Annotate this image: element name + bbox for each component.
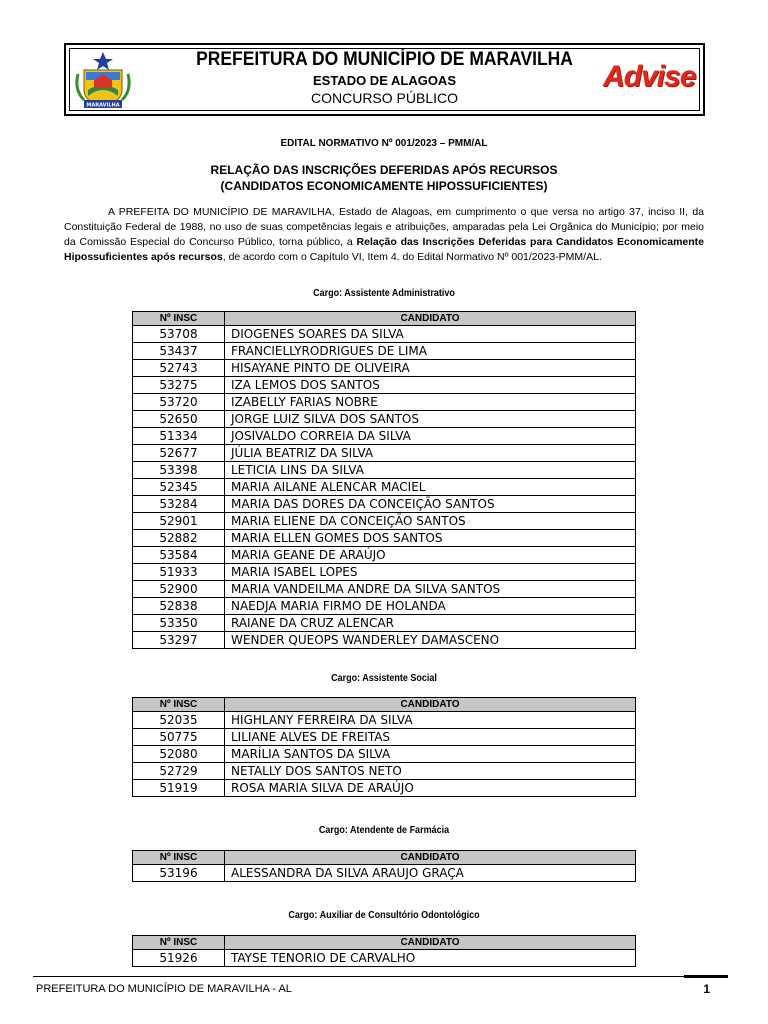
candidate-name: MARIA AILANE ALENCAR MACIEL [225, 479, 636, 496]
table-row [133, 530, 636, 547]
intro-text-bold: Relação das Inscrições Deferidas para Candidatos Economicamente Hipossuficientes após recursos [64, 236, 704, 263]
candidates-table [132, 697, 636, 797]
insc-number: 52901 [133, 513, 225, 530]
candidate-name: NETALLY DOS SANTOS NETO [225, 763, 636, 780]
footer-divider [33, 976, 728, 977]
relacao-title-line1: RELAÇÃO DAS INSCRIÇÕES DEFERIDAS APÓS RECURSOS [210, 163, 558, 177]
column-header-candidato: CANDIDATO [225, 851, 636, 865]
intro-text-part1: A PREFEITA DO MUNICÍPIO DE MARAVILHA, Estado de Alagoas, em cumprimento o que versa no artigo 37, inciso II, da Constituição Federal de 1988, no uso de suas competências legais e atribuições, amparadas pela Lei Orgânica do Município; por meio da Comissão Especial do Concurso Público, torna público, a [64, 206, 704, 248]
candidate-name: MARIA ELIENE DA CONCEIÇÃO SANTOS [225, 513, 636, 530]
table-row [133, 598, 636, 615]
candidate-name: MARIA DAS DORES DA CONCEIÇÃO SANTOS [225, 496, 636, 513]
candidate-name: LILIANE ALVES DE FREITAS [225, 729, 636, 746]
table-row [133, 865, 636, 882]
table-row [133, 377, 636, 394]
candidate-name: TAYSE TENORIO DE CARVALHO [225, 950, 636, 967]
insc-number: 52882 [133, 530, 225, 547]
table-row [133, 360, 636, 377]
table-row [133, 394, 636, 411]
cargo-title: Cargo: Atendente de Farmácia [318, 825, 450, 836]
table-header-row [133, 851, 636, 865]
candidate-name: JÚLIA BEATRIZ DA SILVA [225, 445, 636, 462]
insc-number: 51334 [133, 428, 225, 445]
table-header-row [133, 312, 636, 326]
table-row [133, 547, 636, 564]
intro-paragraph [64, 205, 704, 265]
table-row [133, 763, 636, 780]
insc-number: 53196 [133, 865, 225, 882]
candidate-name: ALESSANDRA DA SILVA ARAUJO GRAÇA [225, 865, 636, 882]
header-state: ESTADO DE ALAGOAS [312, 73, 456, 88]
candidate-name: RAIANE DA CRUZ ALENCAR [225, 615, 636, 632]
table-row [133, 479, 636, 496]
insc-number: 52345 [133, 479, 225, 496]
candidate-name: LETICIA LINS DA SILVA [225, 462, 636, 479]
insc-number: 53398 [133, 462, 225, 479]
candidate-name: DIOGENES SOARES DA SILVA [225, 326, 636, 343]
insc-number: 53708 [133, 326, 225, 343]
insc-number: 52035 [133, 712, 225, 729]
candidate-name: FRANCIELLYRODRIGUES DE LIMA [225, 343, 636, 360]
table-row [133, 564, 636, 581]
page-number: 1 [703, 982, 710, 996]
insc-number: 53275 [133, 377, 225, 394]
table-row [133, 632, 636, 649]
insc-number: 53350 [133, 615, 225, 632]
table-row [133, 581, 636, 598]
candidates-table [132, 850, 636, 882]
table-row [133, 496, 636, 513]
table-row [133, 712, 636, 729]
table-row [133, 513, 636, 530]
footer-divider-accent [684, 975, 728, 978]
insc-number: 53437 [133, 343, 225, 360]
candidate-name: IZA LEMOS DOS SANTOS [225, 377, 636, 394]
column-header-insc: Nº INSC [133, 936, 225, 950]
cargo-title: Cargo: Assistente Social [331, 673, 437, 684]
table-row [133, 462, 636, 479]
insc-number: 52677 [133, 445, 225, 462]
table-row [133, 780, 636, 797]
insc-number: 52900 [133, 581, 225, 598]
candidate-name: IZABELLY FARIAS NOBRE [225, 394, 636, 411]
insc-number: 52838 [133, 598, 225, 615]
insc-number: 52743 [133, 360, 225, 377]
insc-number: 52080 [133, 746, 225, 763]
candidate-name: NAEDJA MARIA FIRMO DE HOLANDA [225, 598, 636, 615]
edital-title: EDITAL NORMATIVO Nº 001/2023 – PMM/AL [280, 138, 488, 149]
header-contest: CONCURSO PÚBLICO [310, 90, 459, 106]
candidate-name: JORGE LUIZ SILVA DOS SANTOS [225, 411, 636, 428]
insc-number: 53284 [133, 496, 225, 513]
table-row [133, 428, 636, 445]
header-title: PREFEITURA DO MUNICÍPIO DE MARAVILHA [196, 49, 573, 70]
candidate-name: MARIA ISABEL LOPES [225, 564, 636, 581]
table-header-row [133, 698, 636, 712]
candidate-name: MARIA VANDEILMA ANDRE DA SILVA SANTOS [225, 581, 636, 598]
column-header-insc: Nº INSC [133, 312, 225, 326]
cargo-title: Cargo: Assistente Administrativo [313, 288, 455, 299]
table-row [133, 411, 636, 428]
candidate-name: MARIA GEANE DE ARAÚJO [225, 547, 636, 564]
candidate-name: HISAYANE PINTO DE OLIVEIRA [225, 360, 636, 377]
column-header-candidato: CANDIDATO [225, 936, 636, 950]
insc-number: 53720 [133, 394, 225, 411]
column-header-candidato: CANDIDATO [225, 312, 636, 326]
advise-logo [603, 59, 695, 99]
cargo-title: Cargo: Auxiliar de Consultório Odontológico [288, 910, 480, 921]
table-row [133, 729, 636, 746]
candidates-table [132, 311, 636, 649]
column-header-candidato: CANDIDATO [225, 698, 636, 712]
candidate-name: MARIA ELLEN GOMES DOS SANTOS [225, 530, 636, 547]
insc-number: 51933 [133, 564, 225, 581]
advise-logo-text: Advise [603, 60, 696, 93]
candidate-name: MARÍLIA SANTOS DA SILVA [225, 746, 636, 763]
candidate-name: JOSIVALDO CORREIA DA SILVA [225, 428, 636, 445]
footer-text: PREFEITURA DO MUNICÍPIO DE MARAVILHA - AL [36, 983, 292, 995]
table-row [133, 950, 636, 967]
table-row [133, 326, 636, 343]
insc-number: 51926 [133, 950, 225, 967]
table-row [133, 615, 636, 632]
insc-number: 50775 [133, 729, 225, 746]
candidates-table [132, 935, 636, 967]
table-row [133, 746, 636, 763]
insc-number: 53297 [133, 632, 225, 649]
column-header-insc: Nº INSC [133, 851, 225, 865]
table-row [133, 445, 636, 462]
document-header [64, 43, 705, 116]
insc-number: 52729 [133, 763, 225, 780]
insc-number: 51919 [133, 780, 225, 797]
candidate-name: WENDER QUEOPS WANDERLEY DAMASCENO [225, 632, 636, 649]
relacao-title-line2: (CANDIDATOS ECONOMICAMENTE HIPOSSUFICIENTES) [220, 179, 548, 193]
crest-label: MARAVILHA [86, 102, 120, 109]
table-header-row [133, 936, 636, 950]
table-row [133, 343, 636, 360]
candidate-name: HIGHLANY FERREIRA DA SILVA [225, 712, 636, 729]
intro-text-part2: , de acordo com o Capítulo VI, Item 4. do Edital Normativo Nº 001/2023-PMM/AL. [222, 251, 602, 263]
insc-number: 52650 [133, 411, 225, 428]
candidate-name: ROSA MARIA SILVA DE ARAÚJO [225, 780, 636, 797]
insc-number: 53584 [133, 547, 225, 564]
column-header-insc: Nº INSC [133, 698, 225, 712]
